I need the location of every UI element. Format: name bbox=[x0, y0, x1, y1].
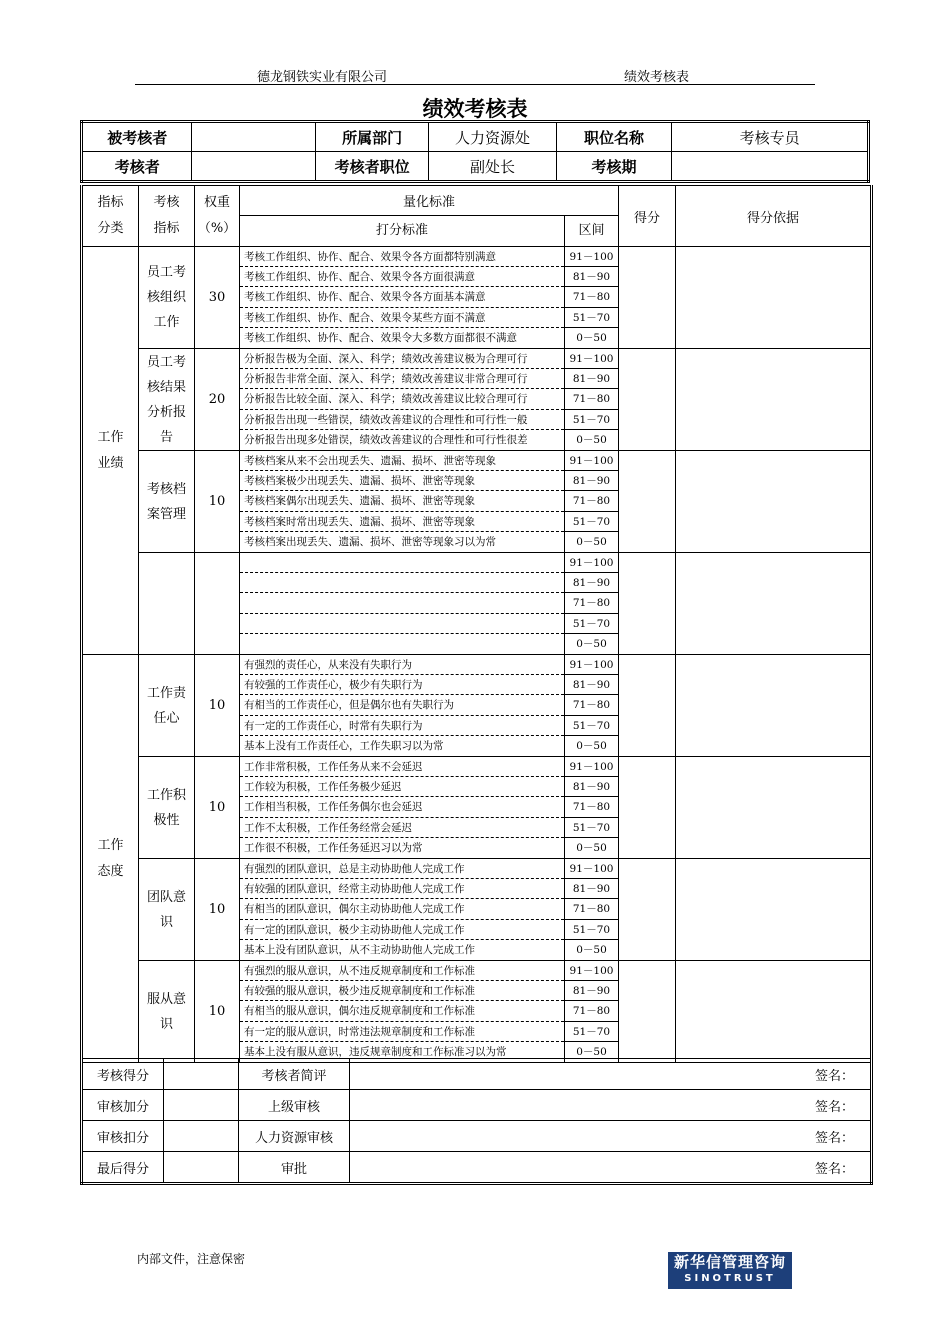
criteria-row bbox=[240, 532, 618, 552]
col-category: 指标 分类 bbox=[82, 186, 139, 247]
criteria-row bbox=[240, 757, 618, 777]
criteria-desc: 考核工作组织、协作、配合、效果令各方面都特别满意 bbox=[240, 247, 564, 267]
criteria-range: 71－80 bbox=[564, 1001, 618, 1021]
col-basis: 得分依据 bbox=[676, 186, 872, 247]
criteria-range: 91－100 bbox=[564, 655, 618, 675]
criteria-row bbox=[240, 838, 618, 858]
criteria-range: 51－70 bbox=[564, 614, 618, 634]
criteria-row bbox=[240, 553, 618, 573]
criteria-range: 71－80 bbox=[564, 695, 618, 715]
criteria-row bbox=[240, 512, 618, 532]
indicator-name: 工作责任心 bbox=[139, 655, 195, 757]
criteria-desc: 有强烈的团队意识，总是主动协助他人完成工作 bbox=[240, 859, 564, 879]
criteria-block bbox=[240, 247, 619, 349]
criteria-range: 91－100 bbox=[564, 757, 618, 777]
criteria-desc: 有一定的团队意识，极少主动协助他人完成工作 bbox=[240, 920, 564, 940]
score-cell[interactable] bbox=[619, 655, 676, 757]
criteria-desc: 分析报告比较全面、深入、科学；绩效改善建议比较合理可行 bbox=[240, 389, 564, 409]
summary-value[interactable] bbox=[164, 1121, 239, 1152]
criteria-range: 91－100 bbox=[564, 553, 618, 573]
criteria-desc: 有相当的服从意识，偶尔违反规章制度和工作标准 bbox=[240, 1001, 564, 1021]
appraisee-label: 被考核者 bbox=[82, 122, 192, 152]
criteria-row bbox=[240, 471, 618, 491]
indicator-name: 员工考核组织工作 bbox=[139, 247, 195, 349]
criteria-row bbox=[240, 328, 618, 348]
criteria-desc: 考核档案偶尔出现丢失、遗漏、损坏、泄密等现象 bbox=[240, 491, 564, 511]
criteria-desc: 基本上没有团队意识，从不主动协助他人完成工作 bbox=[244, 943, 475, 956]
criteria-row bbox=[240, 940, 618, 960]
criteria-desc: 分析报告极为全面、深入、科学；绩效改善建议极为合理可行 bbox=[240, 349, 564, 369]
criteria-row bbox=[240, 879, 618, 899]
criteria-range: 51－70 bbox=[564, 308, 618, 328]
score-cell[interactable] bbox=[619, 349, 676, 451]
indicator-name: 服从意识 bbox=[139, 961, 195, 1063]
criteria-range: 0－50 bbox=[564, 838, 618, 858]
indicator-name: 考核档案管理 bbox=[139, 451, 195, 553]
criteria-row bbox=[240, 308, 618, 328]
criteria-row bbox=[240, 797, 618, 817]
criteria-row bbox=[240, 430, 618, 450]
category-performance: 工作业绩 bbox=[82, 247, 139, 655]
criteria-range: 81－90 bbox=[564, 267, 618, 287]
score-cell[interactable] bbox=[619, 451, 676, 553]
criteria-desc bbox=[240, 593, 564, 613]
criteria-row bbox=[240, 920, 618, 940]
criteria-desc: 有相当的工作责任心，但是偶尔也有失职行为 bbox=[240, 695, 564, 715]
criteria-row bbox=[240, 1022, 618, 1042]
indicator-weight: 10 bbox=[195, 961, 240, 1063]
criteria-row bbox=[240, 287, 618, 307]
criteria-row bbox=[240, 573, 618, 593]
criteria-row bbox=[240, 675, 618, 695]
appraisee-value[interactable] bbox=[192, 122, 315, 152]
criteria-range: 51－70 bbox=[564, 920, 618, 940]
criteria-range: 81－90 bbox=[564, 879, 618, 899]
criteria-desc: 基本上没有服从意识，违反规章制度和工作标准习以为常 bbox=[244, 1045, 507, 1058]
appraiser-label: 考核者 bbox=[82, 152, 192, 182]
indicator-weight: 30 bbox=[195, 247, 240, 349]
criteria-row bbox=[240, 634, 618, 654]
review-label: 上级审核 bbox=[239, 1090, 350, 1121]
criteria-desc: 基本上没有工作责任心，工作失职习以为常 bbox=[244, 739, 444, 752]
criteria-table bbox=[80, 185, 873, 1063]
criteria-range: 0－50 bbox=[564, 736, 618, 756]
criteria-desc: 有一定的服从意识，时常违法规章制度和工作标准 bbox=[240, 1022, 564, 1042]
criteria-row bbox=[240, 349, 618, 369]
col-range: 区间 bbox=[564, 216, 618, 246]
criteria-desc: 分析报告出现多处错误，绩效改善建议的合理性和可行性很差 bbox=[244, 433, 528, 446]
dept-label: 所属部门 bbox=[315, 122, 428, 152]
indicator-name: 员工考核结果分析报告 bbox=[139, 349, 195, 451]
criteria-row bbox=[240, 736, 618, 756]
criteria-range: 91－100 bbox=[564, 961, 618, 981]
review-label: 人力资源审核 bbox=[239, 1121, 350, 1152]
indicator-name: 工作积极性 bbox=[139, 757, 195, 859]
summary-value[interactable] bbox=[164, 1059, 239, 1090]
criteria-block bbox=[240, 655, 619, 757]
basis-cell[interactable] bbox=[676, 247, 872, 349]
criteria-block bbox=[240, 961, 619, 1063]
criteria-desc: 分析报告出现一些错误，绩效改善建议的合理性和可行性一般 bbox=[240, 410, 564, 430]
criteria-range: 81－90 bbox=[564, 675, 618, 695]
criteria-range: 91－100 bbox=[564, 859, 618, 879]
signature-field[interactable]: 签名： bbox=[350, 1152, 872, 1184]
basis-cell[interactable] bbox=[676, 961, 872, 1063]
criteria-row bbox=[240, 491, 618, 511]
footer-note: 内部文件，注意保密 bbox=[137, 1252, 246, 1266]
criteria-block bbox=[240, 859, 619, 961]
score-cell[interactable] bbox=[619, 247, 676, 349]
criteria-desc: 工作非常积极，工作任务从来不会延迟 bbox=[240, 757, 564, 777]
criteria-desc: 分析报告非常全面、深入、科学；绩效改善建议非常合理可行 bbox=[240, 369, 564, 389]
col-crit-range bbox=[240, 216, 619, 247]
criteria-row bbox=[240, 410, 618, 430]
criteria-desc: 工作较为积极，工作任务极少延迟 bbox=[240, 777, 564, 797]
criteria-desc: 有较强的团队意识，经常主动协助他人完成工作 bbox=[240, 879, 564, 899]
criteria-row bbox=[240, 818, 618, 838]
criteria-range: 0－50 bbox=[564, 1042, 618, 1062]
score-cell[interactable] bbox=[619, 553, 676, 655]
criteria-row bbox=[240, 899, 618, 919]
criteria-range: 81－90 bbox=[564, 471, 618, 491]
score-cell[interactable] bbox=[619, 859, 676, 961]
criteria-desc: 有强烈的责任心，从来没有失职行为 bbox=[240, 655, 564, 675]
criteria-range: 51－70 bbox=[564, 716, 618, 736]
criteria-range: 71－80 bbox=[564, 491, 618, 511]
criteria-range: 0－50 bbox=[564, 328, 618, 348]
info-table bbox=[80, 120, 870, 183]
criteria-row bbox=[240, 451, 618, 471]
summary-value[interactable] bbox=[164, 1152, 239, 1184]
criteria-block bbox=[240, 451, 619, 553]
indicator-weight: 10 bbox=[195, 655, 240, 757]
criteria-range: 81－90 bbox=[564, 573, 618, 593]
criteria-row bbox=[240, 859, 618, 879]
criteria-desc: 考核工作组织、协作、配合、效果令各方面很满意 bbox=[240, 267, 564, 287]
criteria-block bbox=[240, 553, 619, 655]
criteria-desc: 考核档案出现丢失、遗漏、损坏、泄密等现象习以为常 bbox=[244, 535, 496, 548]
basis-cell[interactable] bbox=[676, 451, 872, 553]
period-label: 考核期 bbox=[556, 152, 671, 182]
criteria-row bbox=[240, 961, 618, 981]
summary-label: 考核得分 bbox=[82, 1059, 164, 1090]
criteria-desc: 考核工作组织、协作、配合、效果令各方面基本满意 bbox=[240, 287, 564, 307]
criteria-desc: 考核工作组织、协作、配合、效果令大多数方面都很不满意 bbox=[244, 331, 517, 344]
page-header bbox=[135, 64, 815, 85]
criteria-row bbox=[240, 593, 618, 613]
col-quant: 量化标准 bbox=[240, 186, 619, 216]
appraiser-pos-label: 考核者职位 bbox=[315, 152, 428, 182]
col-weight: 权重 （%） bbox=[195, 186, 240, 247]
criteria-row bbox=[240, 695, 618, 715]
criteria-block bbox=[240, 757, 619, 859]
score-cell[interactable] bbox=[619, 961, 676, 1063]
criteria-range: 71－80 bbox=[564, 287, 618, 307]
criteria-range: 91－100 bbox=[564, 451, 618, 471]
sinotrust-logo: 新华信管理咨询 SINOTRUST bbox=[668, 1252, 792, 1289]
criteria-row bbox=[240, 267, 618, 287]
criteria-range: 0－50 bbox=[564, 532, 618, 552]
criteria-desc bbox=[240, 553, 564, 573]
criteria-desc: 考核档案时常出现丢失、遗漏、损坏、泄密等现象 bbox=[240, 512, 564, 532]
category-attitude: 工作态度 bbox=[82, 655, 139, 1063]
summary-label: 最后得分 bbox=[82, 1152, 164, 1184]
criteria-row bbox=[240, 655, 618, 675]
header-doc-name: 绩效考核表 bbox=[624, 70, 690, 85]
criteria-row bbox=[240, 777, 618, 797]
basis-cell[interactable] bbox=[676, 655, 872, 757]
criteria-range: 51－70 bbox=[564, 512, 618, 532]
signature-field[interactable]: 签名： bbox=[350, 1059, 872, 1090]
criteria-range: 51－70 bbox=[564, 1022, 618, 1042]
criteria-desc: 工作不太积极，工作任务经常会延迟 bbox=[240, 818, 564, 838]
criteria-range: 71－80 bbox=[564, 797, 618, 817]
summary-label: 审核加分 bbox=[82, 1090, 164, 1121]
criteria-block bbox=[240, 349, 619, 451]
appraiser-value[interactable] bbox=[192, 152, 315, 182]
col-crit: 打分标准 bbox=[375, 223, 428, 238]
criteria-range: 0－50 bbox=[564, 634, 618, 654]
criteria-row bbox=[240, 614, 618, 634]
score-cell[interactable] bbox=[619, 757, 676, 859]
criteria-range: 91－100 bbox=[564, 247, 618, 267]
signature-field[interactable]: 签名： bbox=[350, 1121, 872, 1152]
position-value[interactable]: 考核专员 bbox=[672, 122, 869, 152]
criteria-row bbox=[240, 369, 618, 389]
position-label: 职位名称 bbox=[556, 122, 671, 152]
basis-cell[interactable] bbox=[676, 859, 872, 961]
criteria-desc bbox=[240, 614, 564, 634]
criteria-desc bbox=[240, 573, 564, 593]
basis-cell[interactable] bbox=[676, 349, 872, 451]
criteria-desc bbox=[240, 634, 564, 654]
criteria-row bbox=[240, 247, 618, 267]
criteria-range: 71－80 bbox=[564, 389, 618, 409]
appraiser-pos-value[interactable]: 副处长 bbox=[429, 152, 556, 182]
criteria-row bbox=[240, 981, 618, 1001]
criteria-range: 51－70 bbox=[564, 818, 618, 838]
criteria-desc: 有较强的工作责任心，极少有失职行为 bbox=[240, 675, 564, 695]
signature-field[interactable]: 签名： bbox=[350, 1090, 872, 1121]
criteria-range: 51－70 bbox=[564, 410, 618, 430]
criteria-range: 71－80 bbox=[564, 593, 618, 613]
indicator-name bbox=[139, 553, 195, 655]
summary-table bbox=[80, 1058, 873, 1185]
criteria-desc: 考核档案极少出现丢失、遗漏、损坏、泄密等现象 bbox=[240, 471, 564, 491]
review-label: 考核者简评 bbox=[239, 1059, 350, 1090]
criteria-desc: 有相当的团队意识，偶尔主动协助他人完成工作 bbox=[240, 899, 564, 919]
criteria-range: 81－90 bbox=[564, 777, 618, 797]
criteria-range: 71－80 bbox=[564, 899, 618, 919]
criteria-range: 81－90 bbox=[564, 981, 618, 1001]
indicator-weight bbox=[195, 553, 240, 655]
page-title: 绩效考核表 bbox=[422, 96, 528, 121]
indicator-weight: 20 bbox=[195, 349, 240, 451]
dept-value[interactable]: 人力资源处 bbox=[429, 122, 556, 152]
period-value[interactable] bbox=[672, 152, 869, 182]
criteria-desc: 考核工作组织、协作、配合、效果令某些方面不满意 bbox=[240, 308, 564, 328]
indicator-weight: 10 bbox=[195, 859, 240, 961]
criteria-desc: 工作相当积极，工作任务偶尔也会延迟 bbox=[240, 797, 564, 817]
criteria-range: 81－90 bbox=[564, 369, 618, 389]
review-label: 审批 bbox=[239, 1152, 350, 1184]
criteria-row bbox=[240, 1001, 618, 1021]
criteria-desc: 有强烈的服从意识，从不违反规章制度和工作标准 bbox=[240, 961, 564, 981]
col-score: 得分 bbox=[619, 186, 676, 247]
indicator-name: 团队意识 bbox=[139, 859, 195, 961]
basis-cell[interactable] bbox=[676, 553, 872, 655]
criteria-row bbox=[240, 389, 618, 409]
company-name: 德龙钢铁实业有限公司 bbox=[257, 70, 388, 85]
criteria-range: 91－100 bbox=[564, 349, 618, 369]
basis-cell[interactable] bbox=[676, 757, 872, 859]
summary-label: 审核扣分 bbox=[82, 1121, 164, 1152]
criteria-desc: 考核档案从来不会出现丢失、遗漏、损坏、泄密等现象 bbox=[240, 451, 564, 471]
criteria-desc: 工作很不积极，工作任务延迟习以为常 bbox=[244, 841, 423, 854]
criteria-row bbox=[240, 716, 618, 736]
criteria-desc: 有较强的服从意识，极少违反规章制度和工作标准 bbox=[240, 981, 564, 1001]
criteria-range: 0－50 bbox=[564, 430, 618, 450]
criteria-range: 0－50 bbox=[564, 940, 618, 960]
indicator-weight: 10 bbox=[195, 757, 240, 859]
criteria-desc: 有一定的工作责任心，时常有失职行为 bbox=[240, 716, 564, 736]
indicator-weight: 10 bbox=[195, 451, 240, 553]
summary-value[interactable] bbox=[164, 1090, 239, 1121]
col-indicator: 考核 指标 bbox=[139, 186, 195, 247]
